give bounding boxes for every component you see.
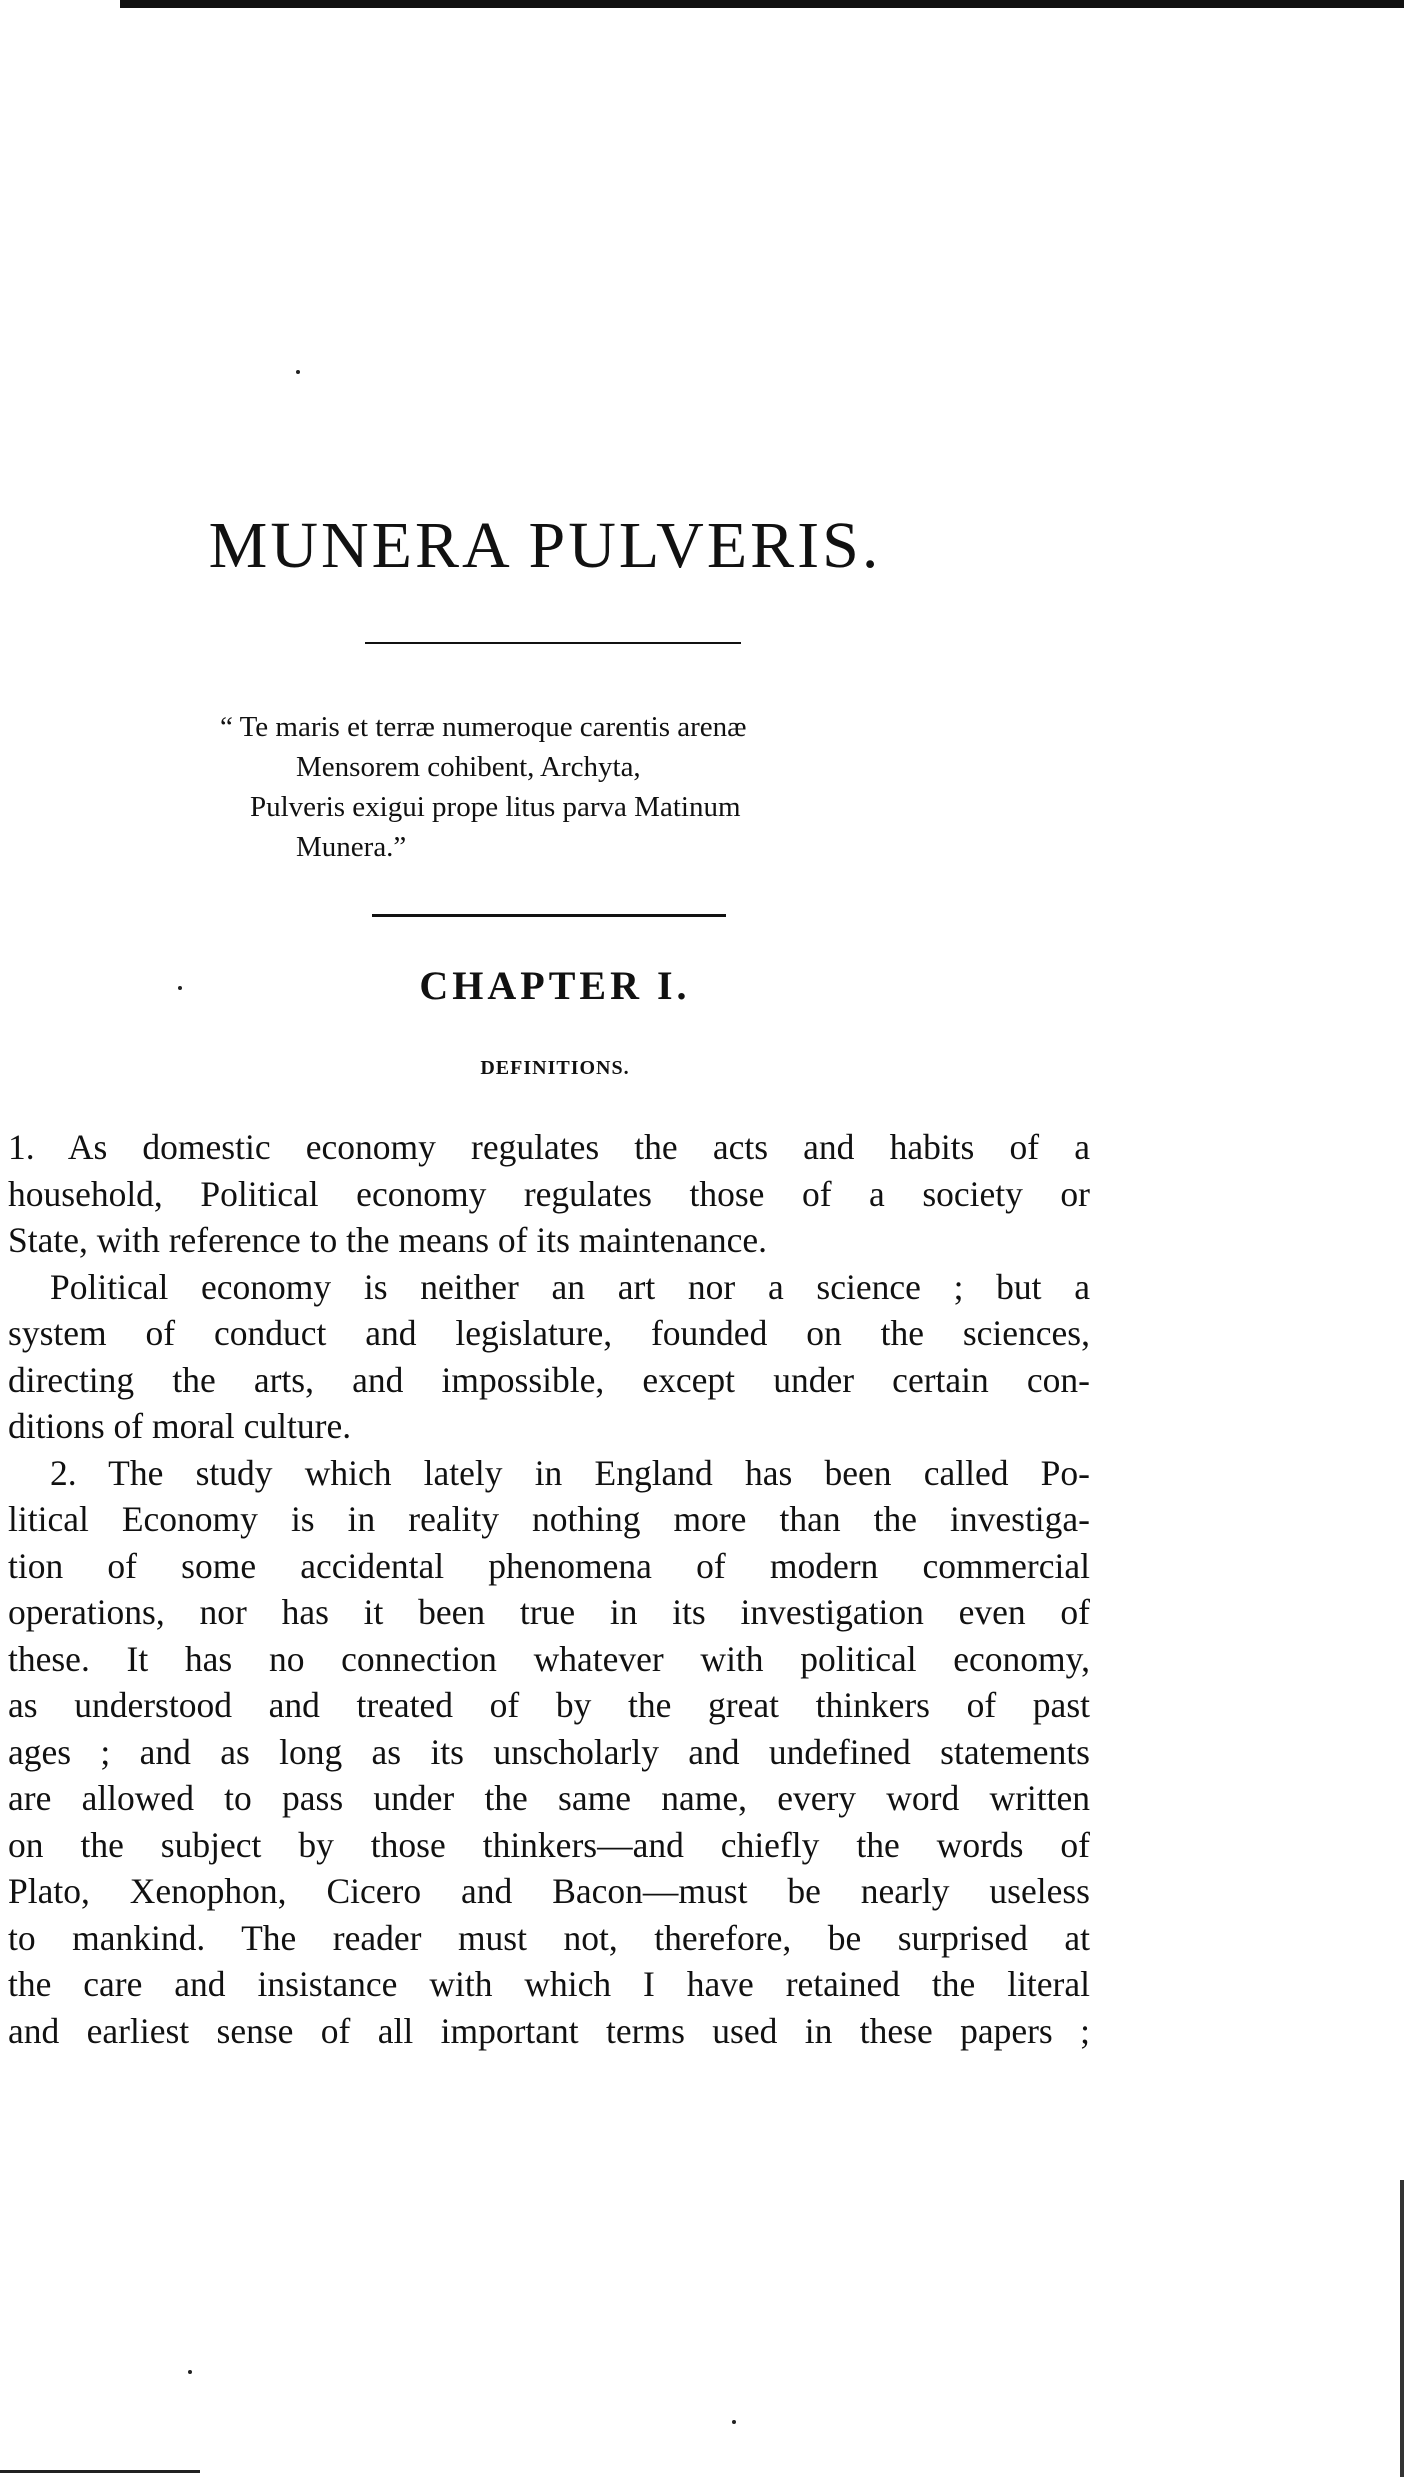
text-line: system of conduct and legislature, founded on the sciences, — [8, 1313, 1090, 1353]
text-line: State, with reference to the means of its maintenance. — [8, 1220, 768, 1260]
book-title: MUNERA PULVERIS. — [208, 509, 882, 582]
text-line: to mankind. The reader must not, therefore, be surprised at — [8, 1917, 1090, 1958]
text-line: 1. As domestic economy regulates the acts and habits of a — [8, 1127, 1090, 1167]
text-line: Political economy is neither an art nor a science ; but a — [50, 1266, 1090, 1307]
chapter-heading: CHAPTER I. — [419, 963, 691, 1008]
text-line: directing the arts, and impossible, except under certain con- — [8, 1359, 1090, 1400]
top-scan-edge — [120, 0, 1404, 8]
text-line: ages ; and as long as its unscholarly and undefined statements — [8, 1731, 1090, 1772]
body-text — [8, 1124, 1090, 2054]
scan-speck — [296, 370, 300, 374]
scan-speck — [732, 2420, 736, 2424]
right-scan-edge — [1400, 2180, 1404, 2477]
text-line: 2. The study which lately in England has been called Po- — [50, 1452, 1090, 1493]
chapter-subheading: DEFINITIONS. — [480, 1057, 630, 1079]
epigraph — [220, 707, 746, 867]
text-line: household, Political economy regulates those of a society or — [8, 1173, 1090, 1214]
text-line: tion of some accidental phenomena of modern commercial — [8, 1545, 1090, 1586]
text-line: these. It has no connection whatever with political economy, — [8, 1638, 1090, 1679]
epigraph-line: Pulveris exigui prope litus parva Matinum — [250, 791, 741, 823]
scan-speck — [188, 2370, 192, 2374]
epigraph-rule — [372, 914, 726, 917]
text-line: Plato, Xenophon, Cicero and Bacon—must be nearly useless — [8, 1871, 1090, 1911]
text-line: are allowed to pass under the same name, every word written — [8, 1778, 1090, 1818]
epigraph-line: “ Te maris et terræ numeroque carentis arenæ — [220, 711, 747, 743]
epigraph-line: Munera.” — [296, 831, 407, 863]
text-line: litical Economy is in reality nothing more than the investiga- — [8, 1499, 1090, 1539]
text-line: on the subject by those thinkers—and chiefly the words of — [8, 1824, 1090, 1865]
title-rule — [365, 642, 741, 644]
text-line: as understood and treated of by the great thinkers of past — [8, 1685, 1090, 1725]
text-line: operations, nor has it been true in its investigation even of — [8, 1592, 1090, 1632]
text-line: and earliest sense of all important terms used in these papers ; — [8, 2010, 1090, 2051]
text-line: the care and insistance with which I have retained the literal — [8, 1964, 1090, 2004]
bottom-scan-edge — [0, 2470, 200, 2473]
text-line: ditions of moral culture. — [8, 1406, 352, 1446]
epigraph-line: Mensorem cohibent, Archyta, — [296, 751, 641, 783]
